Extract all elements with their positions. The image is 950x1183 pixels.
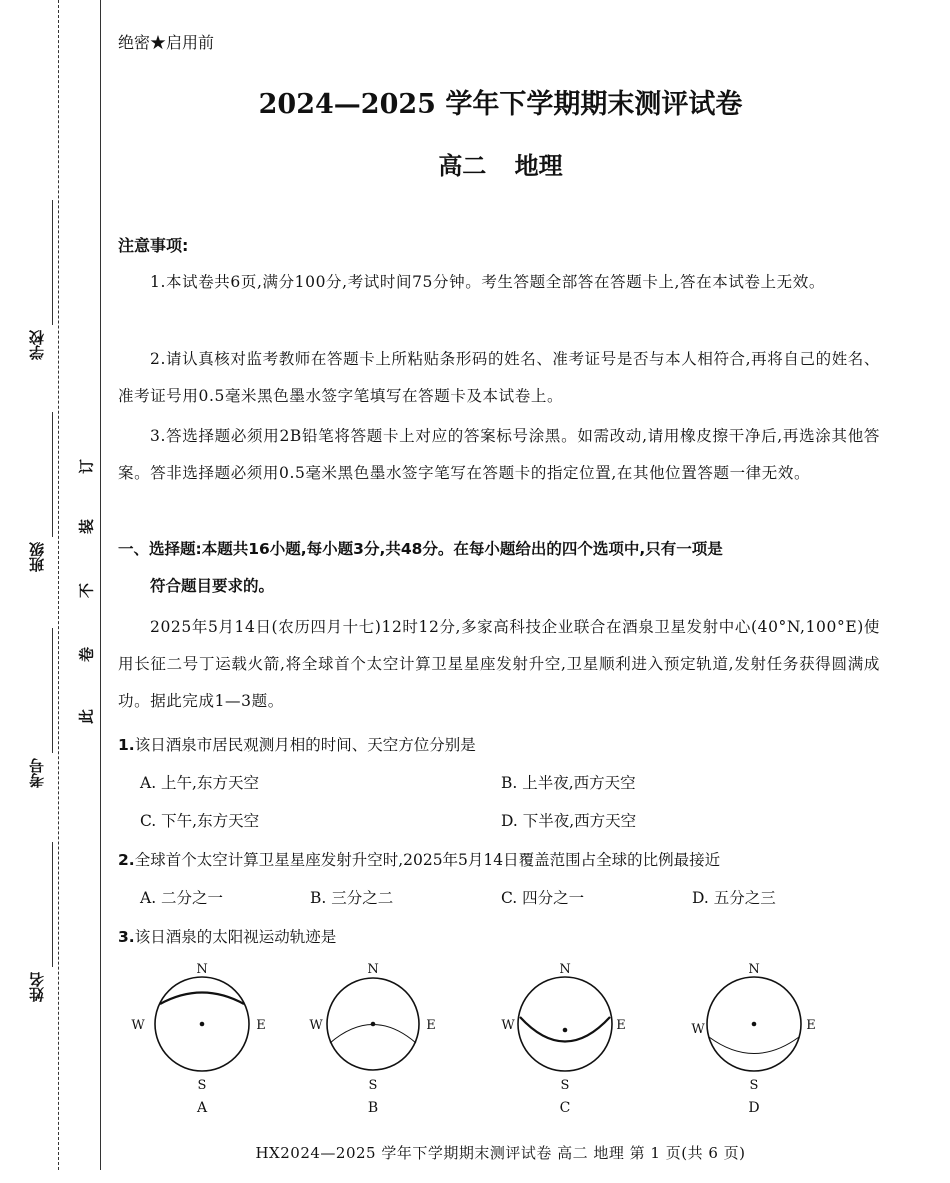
horizon-circle bbox=[518, 977, 612, 1071]
binding-line bbox=[100, 0, 101, 1170]
field-class-underline bbox=[52, 412, 53, 537]
west-label: W bbox=[309, 1018, 323, 1033]
east-label: E bbox=[806, 1018, 816, 1033]
sun-path-figure-b bbox=[309, 962, 435, 1116]
sun-path-figure-a bbox=[131, 962, 265, 1116]
exam-subtitle: 高二 地理 bbox=[438, 152, 563, 180]
west-label: W bbox=[501, 1018, 515, 1033]
question-2-option-c: C. 四分之一 bbox=[501, 889, 585, 907]
question-3-number: 3. bbox=[118, 928, 135, 946]
field-name-label: 姓名 bbox=[28, 972, 46, 1002]
field-school-underline bbox=[52, 200, 53, 325]
question-1-option-b: B. 上半夜,西方天空 bbox=[501, 774, 636, 792]
seal-char: 订 bbox=[77, 459, 96, 475]
field-exam-number-underline bbox=[52, 628, 53, 753]
north-label: N bbox=[196, 962, 208, 977]
question-2-option-b: B. 三分之二 bbox=[310, 889, 394, 907]
question-2-stem: 全球首个太空计算卫星星座发射升空时,2025年5月14日覆盖范围占全球的比例最接近 bbox=[134, 851, 721, 869]
question-2-option-a: A. 二分之一 bbox=[140, 889, 224, 907]
notes-heading: 注意事项: bbox=[118, 236, 189, 255]
west-label: W bbox=[691, 1022, 705, 1037]
sun-path-arc bbox=[160, 993, 244, 1005]
north-label: N bbox=[748, 962, 760, 977]
question-2-option-d: D. 五分之三 bbox=[692, 889, 776, 907]
seal-char: 此 bbox=[77, 709, 96, 725]
south-label: S bbox=[560, 1078, 570, 1093]
west-label: W bbox=[131, 1018, 145, 1033]
sun-path-diagrams bbox=[118, 958, 883, 1123]
section-heading bbox=[118, 531, 883, 605]
question-2 bbox=[118, 848, 720, 870]
observer-point bbox=[752, 1022, 757, 1027]
east-label: E bbox=[256, 1018, 266, 1033]
field-class-label: 班级 bbox=[28, 542, 46, 572]
question-1-option-c: C. 下午,东方天空 bbox=[140, 812, 260, 830]
cut-line-dashed bbox=[58, 0, 59, 1170]
page-footer: HX2024—2025 学年下学期期末测评试卷 高二 地理 第 1 页(共 6 页) bbox=[255, 1144, 746, 1162]
seal-char: 不 bbox=[77, 583, 96, 599]
field-exam-number bbox=[12, 628, 52, 798]
figure-label-b: B bbox=[367, 1100, 379, 1116]
question-1-option-d: D. 下半夜,西方天空 bbox=[501, 812, 637, 830]
exam-title: 2024—2025 学年下学期期末测评试卷 bbox=[258, 89, 743, 120]
south-label: S bbox=[368, 1078, 378, 1093]
east-label: E bbox=[426, 1018, 436, 1033]
passage: 2025年5月14日(农历四月十七)12时12分,多家高科技企业联合在酒泉卫星发射中心(40°N,100°E)使用长征二号丁运载火箭,将全球首个太空计算卫星星座发射升空,卫星顺利进入预定轨道,发射任务获得圆满成功。据此完成1—3题。 bbox=[118, 618, 880, 710]
figure-label-c: C bbox=[559, 1100, 571, 1116]
section-heading-line1: 一、选择题:本题共16小题,每小题3分,共48分。在每小题给出的四个选项中,只有一项是 bbox=[118, 540, 723, 558]
south-label: S bbox=[749, 1078, 759, 1093]
sun-path-arc bbox=[330, 1025, 416, 1044]
question-1-stem: 该日酒泉市居民观测月相的时间、天空方位分别是 bbox=[134, 736, 476, 754]
question-1-number: 1. bbox=[118, 736, 135, 754]
observer-point bbox=[371, 1022, 376, 1027]
field-school-label: 学校 bbox=[28, 330, 46, 360]
question-1-option-a: A. 上午,东方天空 bbox=[140, 774, 259, 792]
field-school bbox=[12, 200, 52, 370]
east-label: E bbox=[616, 1018, 626, 1033]
question-3 bbox=[118, 925, 336, 947]
field-exam-number-label: 考号 bbox=[28, 758, 46, 788]
field-class bbox=[12, 412, 52, 582]
north-label: N bbox=[367, 962, 379, 977]
field-name-underline bbox=[52, 842, 53, 967]
question-1 bbox=[118, 733, 476, 755]
sun-path-figure-c bbox=[501, 962, 625, 1116]
binding-margin bbox=[0, 0, 110, 1183]
figure-label-a: A bbox=[196, 1100, 208, 1116]
sun-path-figure-d bbox=[691, 962, 815, 1116]
sun-path-arc bbox=[709, 1037, 799, 1054]
note-item-3: 3.答选择题必须用2B铅笔将答题卡上对应的答案标号涂黑。如需改动,请用橡皮擦干净后,再选涂其他答案。答非选择题必须用0.5毫米黑色墨水签字笔写在答题卡的指定位置,在其他位置答题一律无效。 bbox=[118, 427, 880, 482]
question-2-number: 2. bbox=[118, 851, 135, 869]
confidential-mark: 绝密★启用前 bbox=[118, 33, 215, 52]
note-item-2: 2.请认真核对监考教师在答题卡上所粘贴条形码的姓名、准考证号是否与本人相符合,再将自己的姓名、准考证号用0.5毫米黑色墨水签字笔填写在答题卡及本试卷上。 bbox=[118, 350, 880, 405]
north-label: N bbox=[559, 962, 571, 977]
section-heading-line2: 符合题目要求的。 bbox=[150, 577, 275, 595]
figure-label-d: D bbox=[748, 1100, 760, 1116]
field-name bbox=[12, 842, 52, 1017]
observer-point bbox=[563, 1028, 568, 1033]
seal-char: 卷 bbox=[77, 647, 96, 663]
question-3-stem: 该日酒泉的太阳视运动轨迹是 bbox=[134, 928, 337, 946]
observer-point bbox=[200, 1022, 205, 1027]
south-label: S bbox=[197, 1078, 207, 1093]
seal-char: 装 bbox=[77, 519, 96, 535]
note-item-1: 1.本试卷共6页,满分100分,考试时间75分钟。考生答题全部答在答题卡上,答在本试卷上无效。 bbox=[150, 273, 825, 291]
